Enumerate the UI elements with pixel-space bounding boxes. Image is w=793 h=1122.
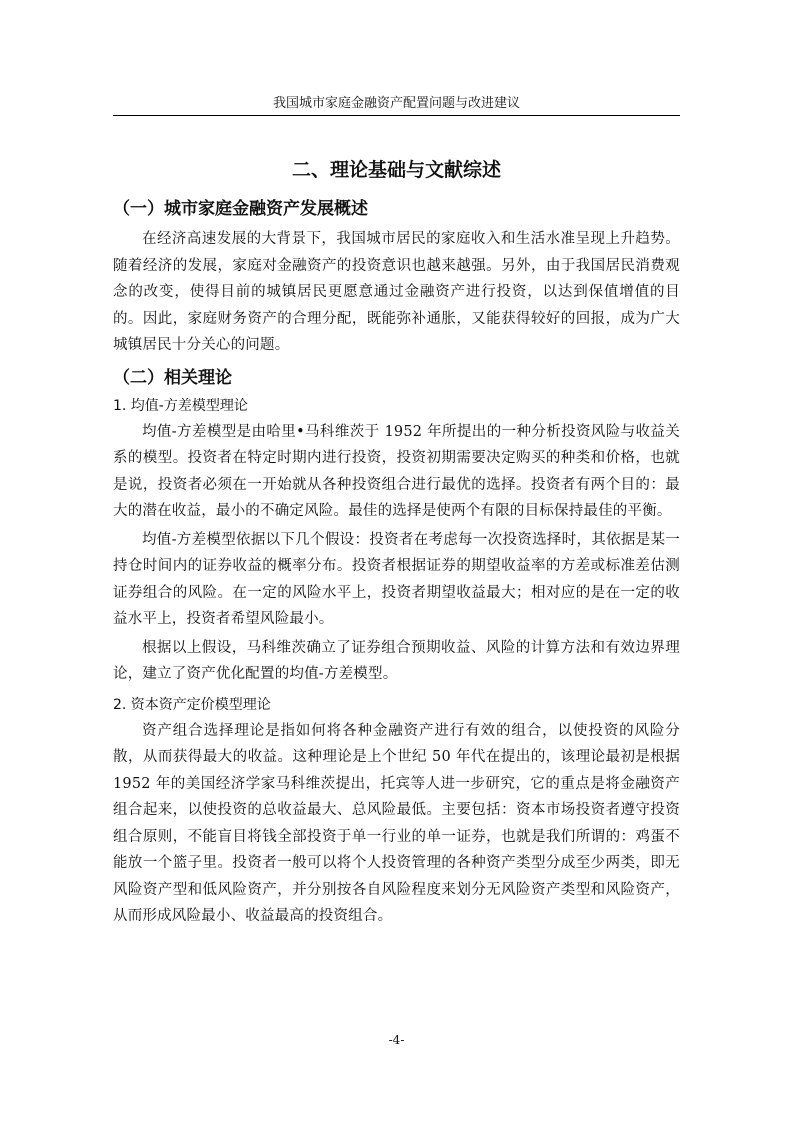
- chapter-title: 二、理论基础与文献综述: [291, 159, 501, 181]
- section-title-overview: （一）城市家庭金融资产发展概述: [113, 199, 368, 219]
- subsection-title-capm: 2. 资本资产定价模型理论: [113, 696, 271, 713]
- page-content: [113, 150, 680, 932]
- paragraph: 均值-方差模型依据以下几个假设：投资者在考虑每一次投资选择时，其依据是某一持仓时间内的证券收益的概率分布。投资者根据证券的期望收益率的方差或标准差估测证券组合的风险。在一定的风险水平上，投资者期望收益最大；相对应的是在一定的收益水平上，投资者希望风险最小。: [113, 531, 680, 627]
- paragraph: 根据以上假设，马科维茨确立了证券组合预期收益、风险的计算方法和有效边界理论，建立了资产优化配置的均值-方差模型。: [113, 639, 680, 682]
- page-number: -4-: [388, 1033, 405, 1047]
- header-rule: [113, 115, 680, 116]
- subsection-title-mean-variance: 1. 均值-方差模型理论: [113, 397, 248, 414]
- section-title-theory: （二）相关理论: [113, 367, 232, 388]
- paragraph: 均值-方差模型是由哈里•马科维茨于 1952 年所提出的一种分析投资风险与收益关系的模型。投资者在特定时期内进行投资，投资初期需要决定购买的种类和价格，也就是说，投资者必须在一开始就从各种投资组合进行最优的选择。投资者有两个目的：最大的潜在收益，最小的不确定风险。最佳的选择是使两个有限的目标保持最佳的平衡。: [113, 423, 680, 519]
- paragraph: 在经济高速发展的大背景下，我国城市居民的家庭收入和生活水准呈现上升趋势。随着经济的发展，家庭对金融资产的投资意识也越来越强。另外，由于我国居民消费观念的改变，使得目前的城镇居民更愿意通过金融资产进行投资，以达到保值增值的目的。因此，家庭财务资产的合理分配，既能弥补通胀，又能获得较好的回报，成为广大城镇居民十分关心的问题。: [113, 231, 680, 353]
- paragraph: 资产组合选择理论是指如何将各种金融资产进行有效的组合，以使投资的风险分散，从而获得最大的收益。这种理论是上个世纪 50 年代在提出的，该理论最初是根据 1952 年的美国经济学家马科维茨提出，托宾等人进一步研究，它的重点是将金融资产组合起来，以使投资的总收益最大、总风险最低。主要包括：资本市场投资者遵守投资组合原则，不能盲目将钱全部投资于单一行业的单一证券，也就是我们所谓的：鸡蛋不能放一个篮子里。投资者一般可以将个人投资管理的各种资产类型分成至少两类，即无风险资产型和低风险资产，并分别按各自风险程度来划分无风险资产类型和风险资产，从而形成风险最小、收益最高的投资组合。: [113, 722, 680, 924]
- running-header: 我国城市家庭金融资产配置问题与改进建议: [272, 96, 520, 111]
